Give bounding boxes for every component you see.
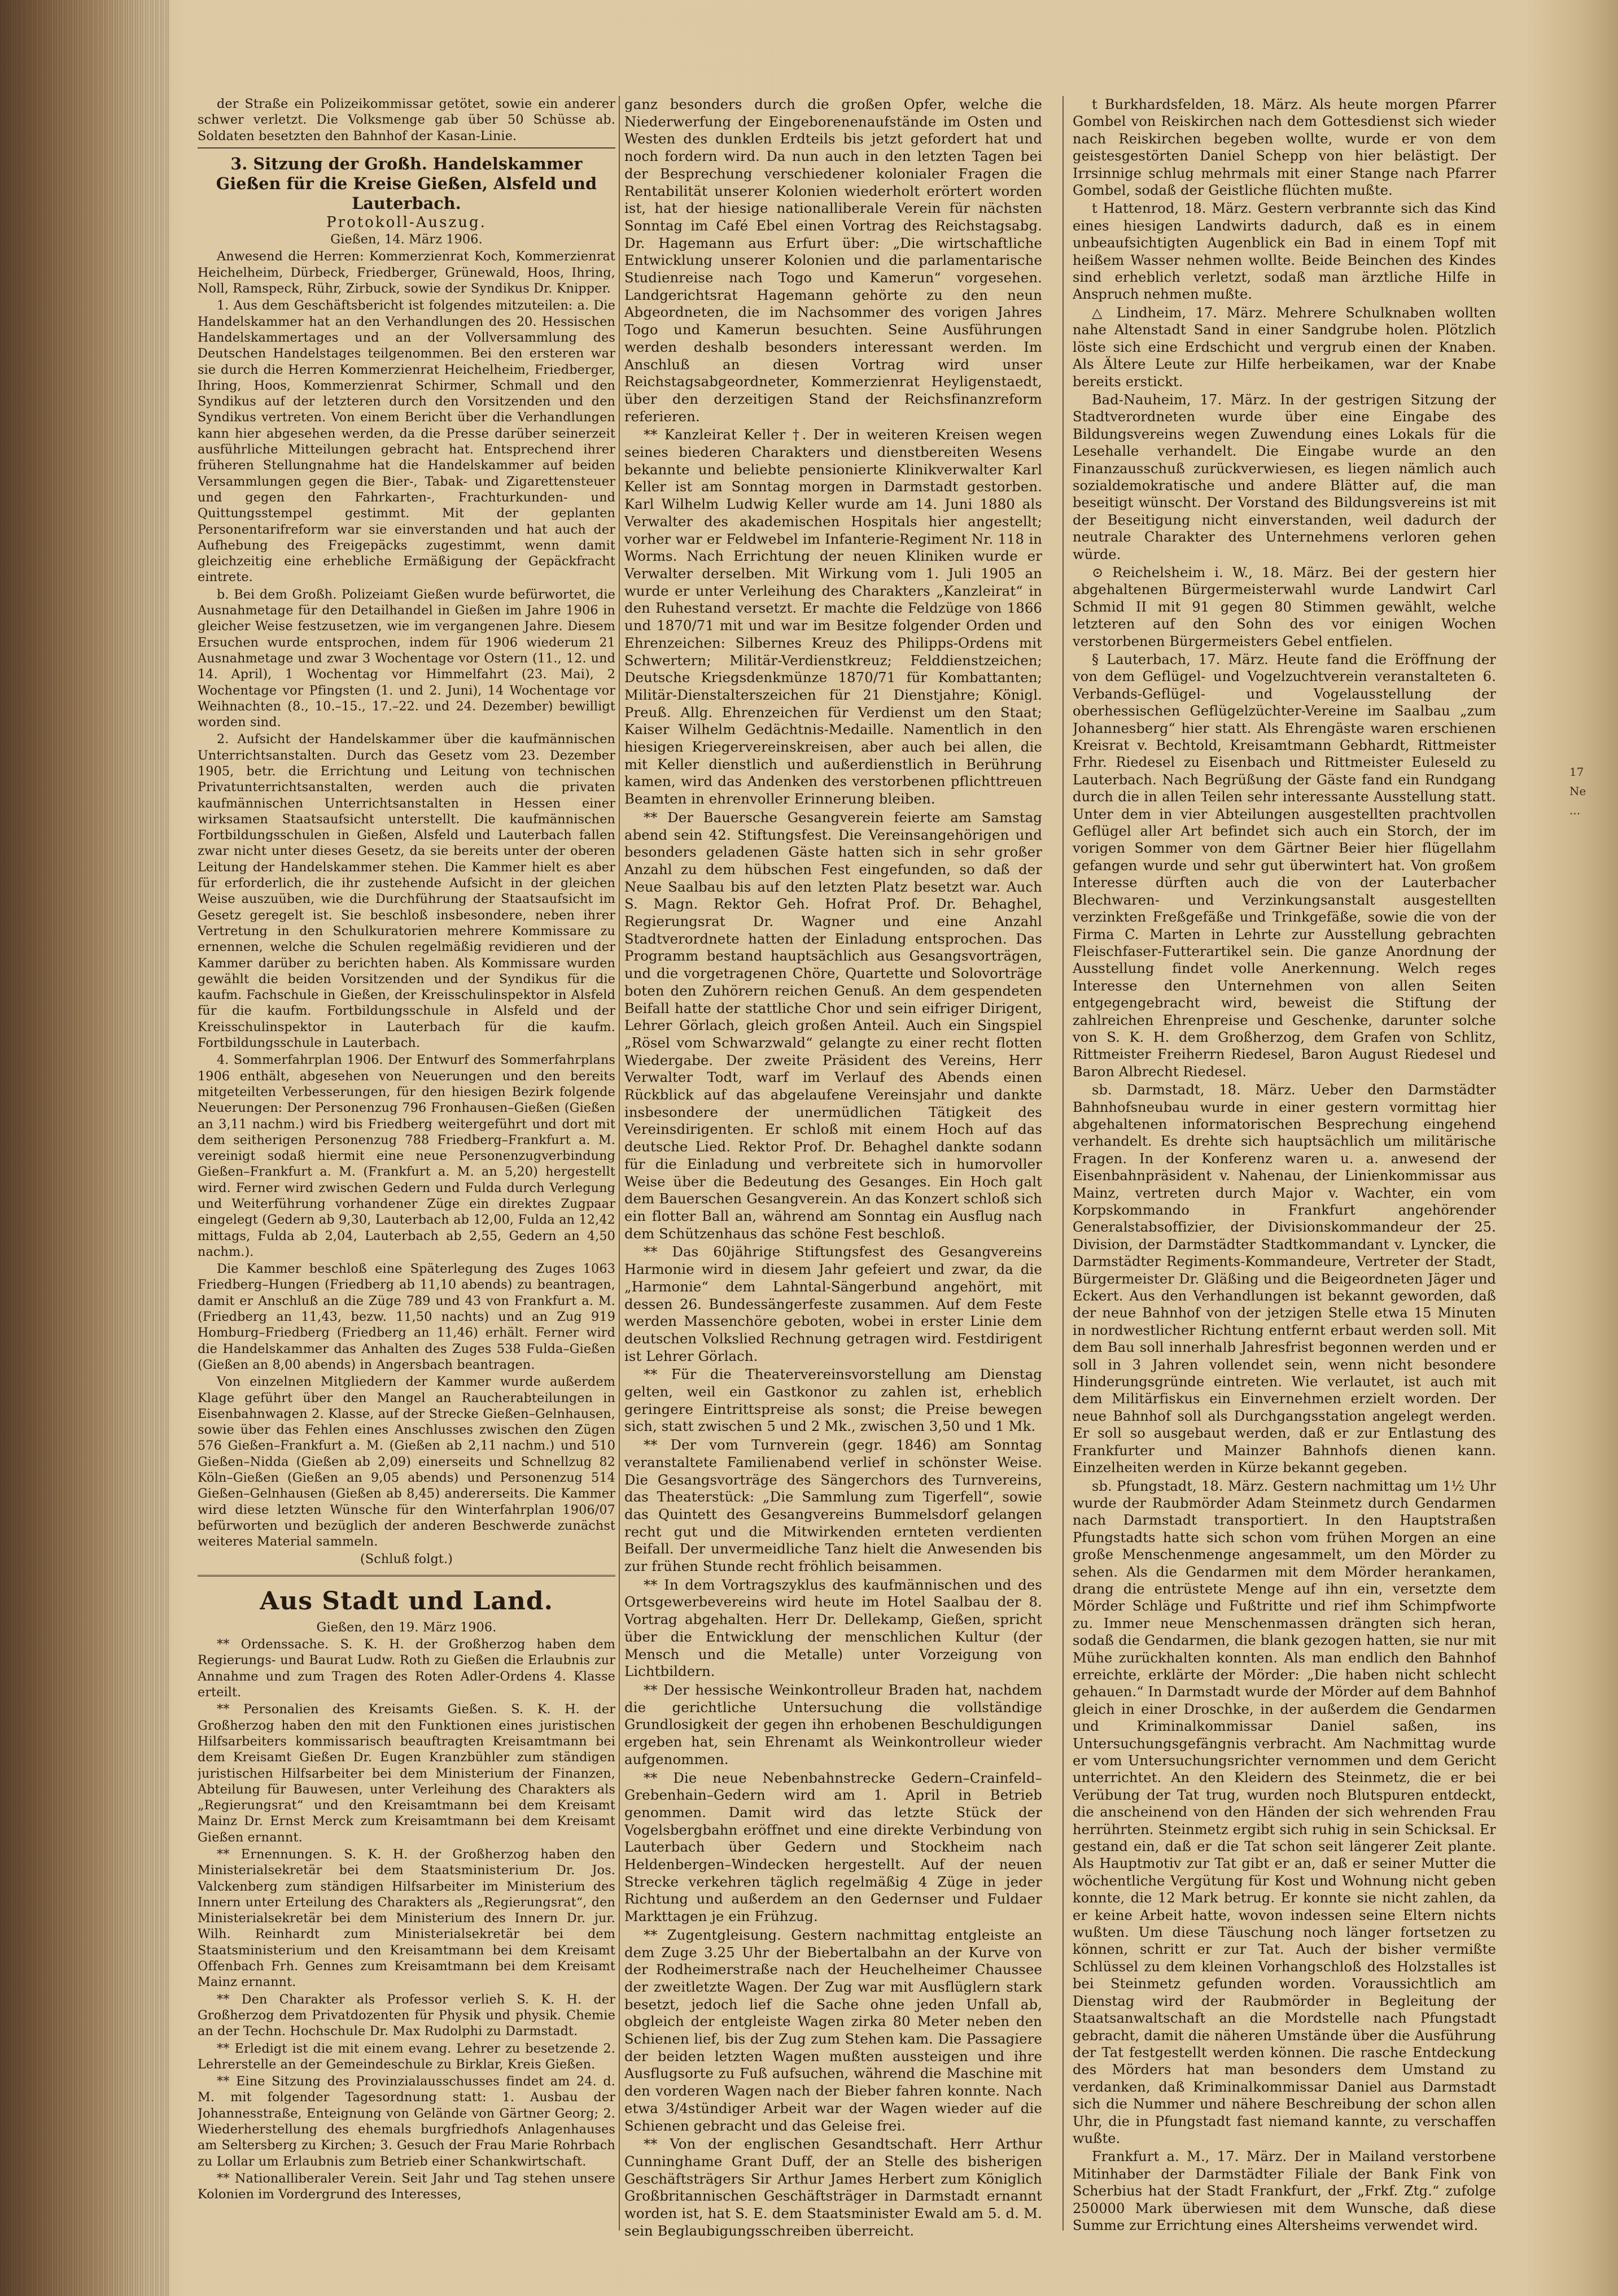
paragraph: Frankfurt a. M., 17. März. Der in Mailand verstorbene Mitinhaber der Darmstädter Filiale der Bank Fink von Scherbius hat der Stadt Frankfurt, der „Frkf. Ztg.“ zufolge 250000 Mark überwiesen mit dem Wunsche, daß diese Summe zur Errichtung eines Altersheims verwendet wird. bbox=[1073, 2149, 1496, 2233]
paragraph: b. Bei dem Großh. Polizeiamt Gießen wurde befürwortet, die Ausnahmetage für den Detailhandel in Gießen im Jahre 1906 in gleicher Weise festzusetzen, wie im vergangenen Jahre. Diesem Ersuchen wurde entsprochen, indem für 1906 wiederum 21 Ausnahmetage und zwar 3 Wochentage vor Ostern (11., 12. und 14. April), 1 Wochentag vor Himmelfahrt (23. Mai), 2 Wochentage vor Pfingsten (1. und 2. Juni), 14 Wochentage vor Weihnachten (8., 10.–15., 17.–22. und 24. Dezember) bewilligt worden sind. bbox=[198, 587, 615, 730]
paragraph: ** Den Charakter als Professor verlieh S. K. H. der Großherzog dem Privatdozenten für Physik und physik. Chemie an der Techn. Hochschule Dr. Max Rudolphi zu Darmstadt. bbox=[198, 1992, 615, 2039]
paragraph: 2. Aufsicht der Handelskammer über die kaufmännischen Unterrichtsanstalten. Durch das Gesetz vom 23. Dezember 1905, betr. die Errichtung und Leitung von technischen Privatunterrichtsanstalten, werden auch die privaten kaufmännischen Unterrichtsanstalten in Hessen einer wirksamen Staatsaufsicht unterstellt. Die kaufmännischen Fortbildungsschulen in Gießen, Alsfeld und Lauterbach fallen zwar nicht unter dieses Gesetz, da sie bereits unter der oberen Leitung der Handelskammer stehen. Die Kammer hielt es aber für erforderlich, die ihr zustehende Aufsicht in der gleichen Weise auszuüben, wie die Durchführung der Staatsaufsicht im Gesetz geregelt ist. Sie beschloß insbesondere, neben ihrer Vertretung in den Schulkuratorien mehrere Kommissare zu ernennen, welche die Schulen regelmäßig revidieren und der Kammer darüber zu berichten haben. Als Kommissare wurden gewählt die beiden Vorsitzenden und der Syndikus für die kaufm. Fachschule in Gießen, der Kreisschulinspektor in Alsfeld für die kaufm. Fortbildungsschule in Alsfeld und der Kreisschulinspektor in Lauterbach für die kaufm. Fortbildungsschule in Lauterbach. bbox=[198, 732, 615, 1051]
paragraph: ** Ernennungen. S. K. H. der Großherzog haben den Ministerialsekretär bei dem Staatsministerium Dr. Jos. Valckenberg zum ständigen Hilfsarbeiter im Ministerium des Innern unter Erteilung des Charakters als „Regierungsrat“, den Ministerialsekretär bei dem Ministerium des Innern Dr. jur. Wilh. Reinhardt zum Ministerialsekretär bei dem Staatsministerium und den Kreisamtmann bei dem Kreisamt Offenbach Frh. Gennes zum Kreisamtmann bei dem Kreisamt Mainz ernannt. bbox=[198, 1847, 615, 1990]
divider bbox=[198, 147, 615, 149]
adjacent-page-edge-fragment: 17 Ne ... bbox=[1569, 765, 1586, 817]
paragraph: ** Eine Sitzung des Provinzialausschusses findet am 24. d. M. mit folgender Tagesordnung statt: 1. Ausbau der Johannesstraße, Enteignung von Gelände von Gärtner Georg; 2. Wiederherstellung des ehemals burgfriedhofs Anlagenhauses am Seltersberg zu Kirchen; 3. Gesuch der Frau Marie Rohrbach zu Lollar um Erlaubnis zum Betrieb einer Schankwirtschaft. bbox=[198, 2074, 615, 2169]
column-rule-right bbox=[1062, 96, 1064, 2230]
continued-note: (Schluß folgt.) bbox=[360, 1551, 453, 1566]
column-2 bbox=[624, 96, 1042, 2259]
paragraph: ** Kanzleirat Keller †. Der in weiteren Kreisen wegen seines biederen Charakters und dienstbereiten Wesens bekannte und beliebte pensionierte Klinikverwalter Karl Keller ist am Sonntag morgen in Darmstadt gestorben. Karl Wilhelm Ludwig Keller wurde am 14. Juni 1880 als Verwalter des akademischen Hospitals hier angestellt; vorher war er Feldwebel im Infanterie-Regiment Nr. 118 in Worms. Nach Errichtung der neuen Kliniken wurde er Verwalter derselben. Mit Wirkung vom 1. Juli 1905 an wurde er unter Verleihung des Charakters „Kanzleirat“ in den Ruhestand versetzt. Er machte die Feldzüge von 1866 und 1870/71 mit und war im Besitze folgender Orden und Ehrenzeichen: Silbernes Kreuz des Philipps-Ordens mit Schwertern; Militär-Verdienstkreuz; Felddienstzeichen; Deutsche Kriegsdenkmünze 1870/71 für Kombattanten; Militär-Dienstalterszeichen für 21 Dienstjahre; Königl. Preuß. Allg. Ehrenzeichen für Verdienst um den Staat; Kaiser Wilhelm Gedächtnis-Medaille. Namentlich in den hiesigen Kriegervereinskreisen, aber auch bei allen, die mit Keller dienstlich und außerdienstlich in Berührung kamen, wird das Andenken des verstorbenen pflichttreuen Beamten in ehrenvoller Erinnerung bleiben. bbox=[624, 426, 1042, 807]
paragraph: ** Für die Theatervereinsvorstellung am Dienstag gelten, weil ein Gastkonor zu zahlen ist, erheblich geringere Eintrittspreise als sonst; die Preise bewegen sich, statt zwischen 5 und 2 Mk., zwischen 3,50 und 1 Mk. bbox=[624, 1366, 1042, 1435]
paragraph: t Hattenrod, 18. März. Gestern verbrannte sich das Kind eines hiesigen Landwirts dadurch, daß es in einem unbeaufsichtigten Augenblick ein Bad in einem Topf mit heißem Wasser nehmen wollte. Beide Beinchen des Kindes sind erheblich verletzt, sodaß man ärztliche Hilfe in Anspruch nehmen mußte. bbox=[1073, 200, 1496, 303]
paragraph: Anwesend die Herren: Kommerzienrat Koch, Kommerzienrat Heichelheim, Dürbeck, Friedberger, Grünewald, Hoos, Ihring, Noll, Ramspeck, Rühr, Zirbuck, sowie der Syndikus Dr. Knipper. bbox=[198, 249, 615, 296]
paragraph: ** In dem Vortragszyklus des kaufmännischen und des Ortsgewerbevereins wird heute im Hotel Saalbau der 8. Vortrag abgehalten. Herr Dr. Dellekamp, Gießen, spricht über die Entwicklung der menschlichen Kultur (der Mensch und die Metalle) unter Vorzeigung von Lichtbildern. bbox=[624, 1576, 1042, 1680]
paragraph: ** Der hessische Weinkontrolleur Braden hat, nachdem die gerichtliche Untersuchung die vollständige Grundlosigkeit der gegen ihn erhobenen Beschuldigungen ergeben hat, sein Ehrenamt als Weinkontrolleur wieder aufgenommen. bbox=[624, 1681, 1042, 1767]
paragraph: ** Der Bauersche Gesangverein feierte am Samstag abend sein 42. Stiftungsfest. Die Vereinsangehörigen und besonders geladenen Gäste hatten sich in sehr großer Anzahl zu dem hübschen Fest eingefunden, so daß der Neue Saalbau bis auf den letzten Platz besetzt war. Auch S. Magn. Rektor Geh. Hofrat Prof. Dr. Behaghel, Regierungsrat Dr. Wagner und eine Anzahl Stadtverordnete hatten der Einladung entsprochen. Das Programm bestand hauptsächlich aus Gesangsvorträgen, und die vorgetragenen Chöre, Quartette und Solovorträge boten den Zuhörern reichen Genuß. An dem gespendeten Beifall hatte der stattliche Chor und sein eifriger Dirigent, Lehrer Görlach, gleich großen Anteil. Auch ein Singspiel „Rösel vom Schwarzwald“ gelangte zu einer recht flotten Wiedergabe. Der zweite Präsident des Vereins, Herr Verwalter Todt, warf im Verlauf des Abends einen Rückblick auf das abgelaufene Vereinsjahr und dankte insbesondere der unermüdlichen Tätigkeit des Vereinsdirigenten. Er schloß mit einem Hoch auf das deutsche Lied. Rektor Prof. Dr. Behaghel dankte sodann für die Einladung und verbreitete sich in humorvoller Weise über die Bedeutung des Gesanges. Ein Hoch galt dem Bauerschen Gesangverein. An das Konzert schloß sich ein flotter Ball an, während am Sonntag ein Ausflug nach dem Schützenhaus das schöne Fest beschloß. bbox=[624, 809, 1042, 1242]
paragraph: ** Die neue Nebenbahnstrecke Gedern–Crainfeld–Grebenhain–Gedern wird am 1. April in Betrieb genommen. Damit wird das letzte Stück der Vogelsbergbahn eröffnet und eine direkte Verbindung von Lauterbach über Gedern und Stockheim nach Heldenbergen–Windecken hergestellt. Auf der neuen Strecke verkehren täglich regelmäßig 4 Züge in jeder Richtung und außerdem an den Gedernser und Fuldaer Markttagen je ein Frühzug. bbox=[624, 1769, 1042, 1925]
paragraph: 1. Aus dem Geschäftsbericht ist folgendes mitzuteilen: a. Die Handelskammer hat an den Verhandlungen des 20. Hessischen Handelskammertages und an der Vollversammlung des Deutschen Handelstages teilgenommen. Bei den ersteren war sie durch die Herren Kommerzienrat Heichelheim, Friedberger, Ihring, Hoos, Kommerzienrat Schirmer, Schmall und den Syndikus auf der letzteren durch den Vorsitzenden und den Syndikus vertreten. Von einem Bericht über die Verhandlungen kann hier abgesehen werden, da die Presse darüber seinerzeit ausführliche Mitteilungen gebracht hat. Entsprechend ihrer früheren Stellungnahme hat die Handelskammer auf beiden Versammlungen gegen die Bier-, Tabak- und Zigarettensteuer und gegen den Fahrkarten-, Frachturkunden- und Quittungsstempel gestimmt. Mit der geplanten Personentarifreform war sie einverstanden und hat auch der Aufhebung des Freigepäcks zugestimmt, wenn damit gleichzeitig eine erhebliche Ermäßigung der Gepäckfracht eintrete. bbox=[198, 298, 615, 585]
paragraph: ** Der vom Turnverein (gegr. 1846) am Sonntag veranstaltete Familienabend verlief in schönster Weise. Die Gesangsvorträge des Sängerchors des Turnvereins, das Theaterstück: „Die Sammlung zum Tigerfell“, sowie das Quintett des Gesangvereins Bummelsdorf gelangen recht gut und die Mitwirkenden ernteten verdienten Beifall. Der unvermeidliche Tanz hielt die Anwesenden bis zur frühen Stunde recht fröhlich beisammen. bbox=[624, 1437, 1042, 1575]
column-1 bbox=[198, 96, 615, 2259]
paragraph: Von einzelnen Mitgliedern der Kammer wurde außerdem Klage geführt über den Mangel an Raucherabteilungen in Eisenbahnwagen 2. Klasse, auf der Strecke Gießen–Gelnhausen, sowie über das Fehlen eines Anschlusses zwischen den Zügen 576 Gießen–Frankfurt a. M. (Gießen ab 2,11 nachm.) und 510 Gießen–Nidda (Gießen ab 2,09) einerseits und Schnellzug 82 Köln–Gießen (Gießen an 9,05 abends) und Personenzug 514 Gießen–Gelnhausen (Gießen ab 8,45) andererseits. Die Kammer wird diese letzten Wünsche für den Winterfahrplan 1906/07 befürworten und bezüglich der anderen Beschwerde zunächst weiteres Material sammeln. bbox=[198, 1374, 615, 1549]
paragraph: ** Das 60jährige Stiftungsfest des Gesangvereins Harmonie wird in diesem Jahr gefeiert und zwar, da die „Harmonie“ dem Lahntal-Sängerbund angehört, mit dessen 26. Bundessängerfeste zusammen. Auf dem Feste werden Massenchöre geboten, wobei in erster Linie dem deutschen Volkslied Rechnung getragen wird. Festdirigent ist Lehrer Görlach. bbox=[624, 1243, 1042, 1364]
article-subtitle: Protokoll-Auszug. bbox=[326, 213, 487, 231]
dateline: Gießen, 14. März 1906. bbox=[330, 232, 483, 247]
article-continuation: der Straße ein Polizeikommissar getötet, sowie ein anderer schwer verletzt. Die Volksmenge gab über 50 Schüsse ab. Soldaten besetzten den Bahnhof der Kasan-Linie. bbox=[198, 97, 615, 143]
paragraph: ** Zugentgleisung. Gestern nachmittag entgleiste an dem Zuge 3.25 Uhr der Biebertalbahn an der Kurve von der Rodheimerstraße nach der Heuchelheimer Chaussee der zweitletzte Wagen. Der Zug war mit Ausflüglern stark besetzt, jedoch lief die Sache ohne jeden Unfall ab, obgleich der entgleiste Wagen zirka 80 Meter neben den Schienen lief, bis der Zug zum Stehen kam. Die Passagiere der beiden letzten Wagen mußten aussteigen und ihre Ausflugsorte zu Fuß aufsuchen, während die Maschine mit den vorderen Wagen nach der Bieber fahren konnte. Nach etwa 3/4stündiger Arbeit war der Wagen wieder auf die Schienen gebracht und das Geleise frei. bbox=[624, 1926, 1042, 2134]
paragraph: ** Von der englischen Gesandtschaft. Herr Arthur Cunninghame Grant Duff, der an Stelle des bisherigen Geschäftsträgers Sir Arthur James Herbert zum Königlich Großbritannischen Geschäftsträger in Darmstadt ernannt worden ist, hat S. E. dem Staatsminister Ewald am 5. d. M. sein Beglaubigungsschreiben überreicht. bbox=[624, 2136, 1042, 2239]
paragraph: § Lauterbach, 17. März. Heute fand die Eröffnung der von dem Geflügel- und Vogelzuchtverein veranstalteten 6. Verbands-Geflügel- und Vogelausstellung der oberhessischen Geflügelzüchter-Vereine im Saalbau „zum Johannesberg“ hier statt. Als Ehrengäste waren erschienen Kreisrat v. Bechtold, Kreisamtmann Gebhardt, Rittmeister Frhr. Riedesel zu Eisenbach und Rittmeister Euleseld zu Lauterbach. Nach Begrüßung der Gäste fand ein Rundgang durch die in allen Teilen sehr interessante Ausstellung statt. Unter dem in vier Abteilungen ausgestellten prachtvollen Geflügel aller Art befindet sich auch ein Storch, der im vorigen Sommer von dem Gärtner Beier hier flügellahm gefangen wurde und sehr gut überwintert hat. Von großem Interesse dürften auch die von der Lauterbacher Blechwaren- und Verzinkungsanstalt ausgestellten verzinkten Freßgefäße und Trinkgefäße, sowie die von der Firma C. Marten in Lehrte zur Ausstellung gebrachten Fleischfaser-Futterartikel sein. Die ganze Anordnung der Ausstellung findet volle Anerkennung. Welch reges Interesse den Unternehmen von allen Seiten entgegengebracht wird, beweist die Stiftung der zahlreichen Ehrenpreise und Geschenke, darunter solche von S. K. H. dem Großherzog, dem Grafen von Schlitz, Rittmeister Freiherrn Riedesel, Baron August Riedesel und Baron Albrecht Riedesel. bbox=[1073, 652, 1496, 1080]
paragraph: t Burkhardsfelden, 18. März. Als heute morgen Pfarrer Gombel von Reiskirchen nach dem Gottesdienst sich wieder nach Reiskirchen begeben wollte, wurde er von dem geistesgestörten Daniel Schepp von hier belästigt. Der Irrsinnige schlug mehrmals mit einer Stange nach Pfarrer Gombel, sodaß der Geistliche flüchten mußte. bbox=[1073, 97, 1496, 199]
section-title-stadt-und-land: Aus Stadt und Land. bbox=[260, 1586, 553, 1616]
paragraph: Bad-Nauheim, 17. März. In der gestrigen Sitzung der Stadtverordneten wurde über eine Eingabe des Bildungsvereins wegen Zuwendung eines Lokals für die Lesehalle verhandelt. Die Eingabe wurde an den Finanzausschuß zurückverwiesen, es liegen nämlich auch sozialdemokratische und andere Blätter auf, die man beseitigt wünscht. Der Vorstand des Bildungsvereins ist mit der Beseitigung nicht einverstanden, weil dadurch der neutrale Charakter des Unternehmens verloren gehen würde. bbox=[1073, 391, 1496, 562]
paragraph: Die Kammer beschloß eine Späterlegung des Zuges 1063 Friedberg–Hungen (Friedberg ab 11,10 abends) zu beantragen, damit er Anschluß an die Züge 789 und 43 von Frankfurt a. M. (Friedberg an 11,43, bezw. 11,50 nachts) und an Zug 919 Homburg–Friedberg (Friedberg an 11,46) erhält. Ferner wird die Handelskammer das Anhalten des Zuges 538 Fulda–Gießen (Gießen an 8,00 abends) in Angersbach beantragen. bbox=[198, 1262, 615, 1372]
paragraph: ** Nationalliberaler Verein. Seit Jahr und Tag stehen unsere Kolonien im Vordergrund des Interesses, bbox=[198, 2171, 615, 2202]
paragraph: ** Personalien des Kreisamts Gießen. S. K. H. der Großherzog haben den mit den Funktionen eines juristischen Hilfsarbeiters kommissarisch beauftragten Kreisamtmann bei dem Kreisamt Gießen Dr. Eugen Kranzbühler zum ständigen juristischen Hilfsarbeiter bei dem Ministerium der Finanzen, Abteilung für Bauwesen, unter Verleihung des Charakters als „Regierungsrat“ und den Kreisamtmann bei dem Kreisamt Mainz Dr. Ernst Merck zum Kreisamtmann bei dem Kreisamt Gießen ernannt. bbox=[198, 1702, 615, 1845]
dateline: Gießen, den 19. März 1906. bbox=[316, 1620, 497, 1635]
book-binding-gutter bbox=[0, 0, 169, 2296]
paragraph: ⊙ Reichelsheim i. W., 18. März. Bei der gestern hier abgehaltenen Bürgermeisterwahl wurde Landwirt Carl Schmid II mit 91 gegen 80 Stimmen gewählt, welche letzteren auf den Sohn des vor einigen Wochen verstorbenen Bürgermeisters Gebel entfielen. bbox=[1073, 564, 1496, 649]
article-title-handelskammer: 3. Sitzung der Großh. Handelskammer Gießen für die Kreise Gießen, Alsfeld und Lauterbach. bbox=[216, 154, 597, 213]
paragraph: ** Erledigt ist die mit einem evang. Lehrer zu besetzende 2. Lehrerstelle an der Gemeindeschule zu Birklar, Kreis Gießen. bbox=[198, 2041, 615, 2072]
paragraph: sb. Pfungstadt, 18. März. Gestern nachmittag um 1½ Uhr wurde der Raubmörder Adam Steinmetz durch Gendarmen nach Darmstadt transportiert. In den Hauptstraßen Pfungstadts hatte sich schon vom frühen Morgen an eine große Menschenmenge angesammelt, um den Mörder zu sehen. Als die Gendarmen mit dem Mörder herankamen, drang die entrüstete Menge auf ihn ein, versetzte dem Mörder Schläge und Fußtritte und rief ihm Schimpfworte zu. Immer neue Menschenmassen drängten sich heran, sodaß die Gendarmen, die blank gezogen hatten, sie nur mit Mühe zurückhalten konnten. Als man endlich den Bahnhof erreichte, erklärte der Mörder: „Die haben nicht schlecht gehauen.“ In Darmstadt wurde der Mörder auf dem Bahnhof gleich in einer Droschke, in der außerdem die Gendarmen und Kriminalkommissar Daniel saßen, ins Untersuchungsgefängnis verbracht. Am Nachmittag wurde er vom Untersuchungsrichter vernommen und dem Gericht unterrichtet. An den Kleidern des Steinmetz, die er bei Verübung der Tat trug, wurden noch Blutspuren entdeckt, die anscheinend von den Händen der sich wehrenden Frau herrührten. Steinmetz ergibt sich ruhig in sein Schicksal. Er gestand ein, daß er die Tat schon seit längerer Zeit plante. Als Hauptmotiv zur Tat gibt er an, daß er seiner Mutter die wöchentliche Vergütung für Kost und Wohnung nicht geben konnte, die 12 Mark betrug. Er konnte sie nicht zahlen, da er keine Arbeit hatte, wovon indessen seine Eltern nichts wußten. Um diese Täuschung noch länger fortsetzen zu können, schritt er zur Tat. Auch der bisher vermißte Schlüssel zu dem kleinen Vorhangschloß des Holzstalles ist bei Steinmetz gefunden worden. Voraussichtlich am Dienstag wird der Raubmörder in Begleitung der Staatsanwaltschaft an die Mordstelle nach Pfungstadt gebracht, damit die näheren Umstände über die Ausführung der Tat festgestellt werden können. Die rasche Entdeckung des Mörders hat man besonders dem Umstand zu verdanken, daß Kriminalkommissar Daniel aus Darmstadt sich die Nummer und nähere Beschreibung der schon allen Uhr, die in Pfungstadt fast niemand kannte, zu verschaffen wußte. bbox=[1073, 1478, 1496, 2146]
paragraph: sb. Darmstadt, 18. März. Ueber den Darmstädter Bahnhofsneubau wurde in einer gestern vormittag hier abgehaltenen informatorischen Besprechung eingehend verhandelt. Es drehte sich hauptsächlich um militärische Fragen. In der Konferenz waren u. a. anwesend der Eisenbahnpräsident v. Nahenau, der Linienkommissar aus Mainz, vertreten durch Major v. Wachter, ein vom Korpskommando in Frankfurt angehörender Generalstabsoffizier, der Divisionskommandeur der 25. Division, der Darmstädter Stadtkommandant v. Lyncker, die Darmstädter Regiments-Kommandeure, Vertreter der Stadt, Bürgermeister Dr. Gläßing und die Beigeordneten Jäger und Eckert. Aus den Verhandlungen ist bekannt geworden, daß der neue Bahnhof von der jetzigen Stelle etwa 15 Minuten in nordwestlicher Richtung entfernt erbaut werden soll. Mit dem Bau soll innerhalb Jahresfrist begonnen werden und er soll in 3 Jahren vollendet sein, wenn nicht besondere Hinderungsgründe eintreten. Wie verlautet, ist auch mit dem Militärfiskus ein Einvernehmen erzielt worden. Der neue Bahnhof soll als Durchgangsstation angelegt werden. Er soll so ausgebaut werden, daß er zur Entlastung des Frankfurter und Mainzer Bahnhofs dienen kann. Einzelheiten werden in Kürze bekannt gegeben. bbox=[1073, 1082, 1496, 1476]
column-3 bbox=[1073, 96, 1496, 2259]
paragraph: ** Ordenssache. S. K. H. der Großherzog haben dem Regierungs- und Baurat Ludw. Roth zu Gießen die Erlaubnis zur Annahme und zum Tragen des Roten Adler-Ordens 4. Klasse erteilt. bbox=[198, 1637, 615, 1700]
paragraph: ganz besonders durch die großen Opfer, welche die Niederwerfung der Eingeborenenaufstände im Osten und Westen des dunklen Erdteils bis jetzt gefordert hat und noch fordern wird. Da nun auch in den letzten Tagen bei der Besprechung verschiedener kolonialer Fragen die Rentabilität unserer Kolonien wiederholt erörtert worden ist, hat der hiesige nationalliberale Verein für nächsten Sonntag im Café Ebel einen Vortrag des Reichstagsabg. Dr. Hagemann aus Erfurt über: „Die wirtschaftliche Entwicklung unserer Kolonien und die parlamentarische Studienreise nach Togo und Kamerun“ vorgesehen. Landgerichtsrat Hagemann gehörte zu den neun Abgeordneten, die im Nachsommer des vorigen Jahres Togo und Kamerun besuchten. Seine Ausführungen werden deshalb besonders interessant werden. Im Anschluß an diesen Vortrag wird unser Reichstagsabgeordneter, Kommerzienrat Heyligenstaedt, über den derzeitigen Stand der Reichsfinanzreform referieren. bbox=[624, 96, 1042, 425]
paragraph: △ Lindheim, 17. März. Mehrere Schulknaben wollten nahe Altenstadt Sand in einer Sandgrube holen. Plötzlich löste sich eine Erdschicht und vergrub einen der Knaben. Als Ältere Leute zur Hilfe herbeikamen, war der Knabe bereits erstickt. bbox=[1073, 304, 1496, 390]
column-rule-left bbox=[619, 96, 620, 2230]
section-divider bbox=[198, 1575, 615, 1578]
paragraph: 4. Sommerfahrplan 1906. Der Entwurf des Sommerfahrplans 1906 enthält, abgesehen von Neuerungen und den bereits mitgeteilten Verbesserungen, für den hiesigen Bezirk folgende Neuerungen: Der Personenzug 796 Fronhausen–Gießen (Gießen an 3,11 nachm.) wird bis Friedberg weitergeführt und dort mit dem seitherigen Personenzug 788 Friedberg–Frankfurt a. M. vereinigt sodaß hiermit eine neue Personenzugverbindung Gießen–Frankfurt a. M. (Frankfurt a. M. an 5,20) hergestellt wird. Ferner wird zwischen Gedern und Fulda durch Verlegung und Weiterführung vorhandener Züge ein direktes Zugpaar eingelegt (Gedern ab 9,30, Lauterbach ab 12,00, Fulda an 12,42 mittags, Fulda ab 2,04, Lauterbach ab 2,55, Gedern an 4,50 nachm.). bbox=[198, 1053, 615, 1259]
